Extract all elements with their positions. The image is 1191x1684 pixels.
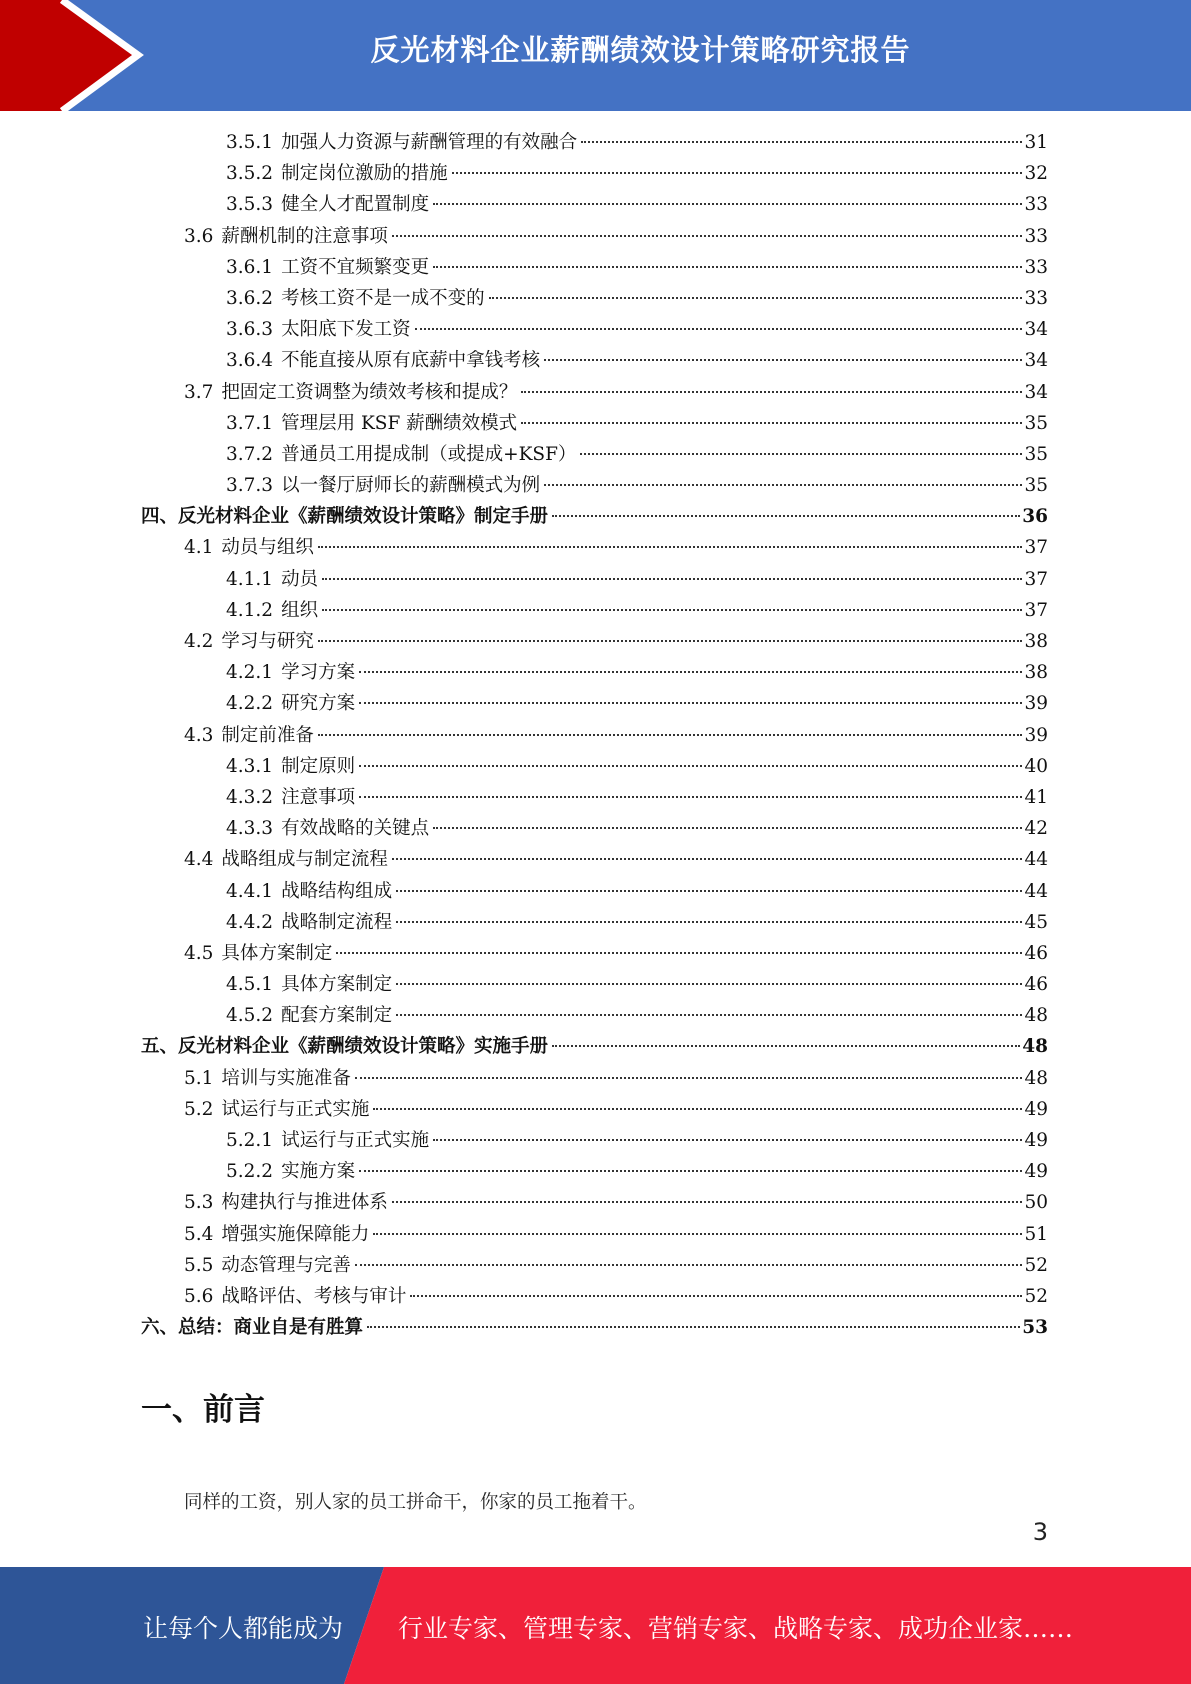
toc-entry-number: 4.2 <box>184 631 214 652</box>
toc-entry-page: 49 <box>1024 1098 1048 1120</box>
toc-entry-page: 39 <box>1024 693 1048 715</box>
toc-dot-leader <box>544 484 1022 486</box>
toc-entry-title: 战略评估、考核与审计 <box>221 1285 407 1307</box>
toc-entry-number: 3.6.4 <box>226 350 274 372</box>
toc-entry-page: 31 <box>1024 132 1048 153</box>
toc-dot-leader <box>396 921 1022 923</box>
toc-entry[interactable] <box>141 440 1048 471</box>
toc-dot-leader <box>359 796 1022 798</box>
toc-entry-title: 试运行与正式实施 <box>281 1130 430 1151</box>
toc-dot-leader <box>359 1170 1022 1172</box>
toc-entry-number: 3.6.3 <box>226 319 274 341</box>
toc-dot-leader <box>318 546 1023 548</box>
toc-entry[interactable] <box>141 159 1048 190</box>
toc-entry-page: 48 <box>1022 1036 1048 1058</box>
toc-entry-title: 战略制定流程 <box>281 911 393 933</box>
page-header <box>0 0 1191 111</box>
toc-entry-page: 50 <box>1024 1192 1048 1214</box>
toc-entry-number: 4.4.1 <box>226 880 274 902</box>
header-arrow-decoration <box>0 0 160 111</box>
toc-entry[interactable] <box>141 253 1048 284</box>
page-footer <box>0 1567 1191 1684</box>
toc-entry[interactable] <box>141 939 1048 970</box>
body-paragraph: 同样的工资，别人家的员工拼命干，你家的员工拖着干。 <box>184 1492 647 1513</box>
toc-dot-leader <box>521 422 1022 424</box>
toc-entry-number: 4.3.1 <box>226 755 274 777</box>
toc-entry[interactable] <box>141 346 1048 377</box>
toc-entry-number: 5.2.2 <box>226 1161 274 1183</box>
toc-entry-title: 动态管理与完善 <box>221 1254 351 1276</box>
toc-entry-number: 5.3 <box>184 1192 214 1214</box>
toc-entry[interactable] <box>141 1282 1048 1313</box>
toc-entry[interactable] <box>141 1095 1048 1126</box>
toc-entry-page: 41 <box>1024 786 1048 808</box>
toc-entry-number: 5.2 <box>184 1098 214 1120</box>
toc-entry-number: 4.3.2 <box>226 786 274 808</box>
toc-entry-page: 33 <box>1024 194 1048 216</box>
toc-entry-title: 注意事项 <box>281 786 356 808</box>
toc-entry-title: 构建执行与推进体系 <box>221 1192 388 1214</box>
toc-entry-page: 35 <box>1024 443 1048 465</box>
toc-entry-title: 动员与组织 <box>221 537 314 559</box>
toc-dot-leader <box>373 1108 1022 1110</box>
section-heading: 一、前言 <box>141 1392 265 1428</box>
toc-entry-title: 健全人才配置制度 <box>281 194 430 216</box>
toc-entry-title: 把固定工资调整为绩效考核和提成？ <box>221 381 518 403</box>
toc-entry-number: 3.5.3 <box>226 194 274 216</box>
toc-dot-leader <box>392 1201 1023 1203</box>
toc-entry-number: 5.6 <box>184 1285 214 1307</box>
toc-entry-page: 46 <box>1024 942 1048 964</box>
toc-entry-number: 4.1 <box>184 537 214 559</box>
toc-entry-title: 具体方案制定 <box>281 974 393 996</box>
toc-entry-number: 3.7 <box>184 381 214 403</box>
toc-dot-leader <box>410 1295 1022 1297</box>
toc-entry-page: 48 <box>1024 1005 1048 1027</box>
toc-entry-number: 5.5 <box>184 1254 214 1276</box>
toc-entry-page: 35 <box>1024 412 1048 434</box>
toc-entry-title: 薪酬机制的注意事项 <box>221 225 388 247</box>
footer-slogan-left: 让每个人都能成为 <box>143 1614 344 1643</box>
toc-entry-page: 44 <box>1024 880 1048 902</box>
toc-entry[interactable] <box>141 1064 1048 1095</box>
toc-entry[interactable] <box>141 1032 1048 1063</box>
toc-entry-title: 增强实施保障能力 <box>221 1223 370 1245</box>
table-of-contents <box>141 128 1048 1344</box>
toc-dot-leader <box>355 1264 1023 1266</box>
toc-entry[interactable] <box>141 1157 1048 1188</box>
toc-entry-number: 3.7.2 <box>226 443 274 465</box>
toc-entry[interactable] <box>141 1126 1048 1157</box>
toc-entry-page: 45 <box>1024 911 1048 933</box>
toc-entry-page: 38 <box>1024 631 1048 652</box>
toc-entry-title: 太阳底下发工资 <box>281 319 411 341</box>
toc-dot-leader <box>359 765 1022 767</box>
toc-entry-title: 制定前准备 <box>221 724 314 746</box>
toc-entry-number: 3.7.3 <box>226 475 274 497</box>
toc-entry-page: 37 <box>1024 537 1048 559</box>
toc-dot-leader <box>452 172 1023 174</box>
toc-entry-title: 五、反光材料企业《薪酬绩效设计策略》实施手册 <box>141 1036 549 1058</box>
toc-entry-title: 具体方案制定 <box>221 942 333 964</box>
toc-dot-leader <box>359 671 1022 673</box>
toc-entry-title: 管理层用 KSF 薪酬绩效模式 <box>281 412 518 434</box>
toc-entry[interactable] <box>141 752 1048 783</box>
toc-entry[interactable] <box>141 908 1048 939</box>
toc-entry[interactable] <box>141 1001 1048 1032</box>
toc-entry-number: 4.5.1 <box>226 974 274 996</box>
toc-entry-number: 4.4 <box>184 849 214 871</box>
toc-dot-leader <box>367 1326 1020 1328</box>
toc-dot-leader <box>392 858 1023 860</box>
toc-dot-leader <box>355 1077 1023 1079</box>
toc-entry-page: 37 <box>1024 599 1048 621</box>
toc-entry-title: 实施方案 <box>281 1161 356 1183</box>
toc-entry-page: 37 <box>1024 568 1048 590</box>
toc-entry[interactable] <box>141 502 1048 533</box>
toc-entry-number: 3.5.1 <box>226 132 274 153</box>
toc-dot-leader <box>552 1045 1020 1047</box>
toc-entry-page: 34 <box>1024 350 1048 372</box>
toc-entry-title: 战略组成与制定流程 <box>221 849 388 871</box>
toc-dot-leader <box>318 734 1023 736</box>
toc-entry-title: 动员 <box>281 568 319 590</box>
toc-entry[interactable] <box>141 689 1048 720</box>
toc-entry-page: 36 <box>1022 506 1048 528</box>
toc-entry-number: 3.6.1 <box>226 256 274 278</box>
toc-entry[interactable] <box>141 721 1048 752</box>
toc-entry[interactable] <box>141 565 1048 596</box>
toc-entry[interactable] <box>141 1188 1048 1219</box>
toc-entry-page: 48 <box>1024 1067 1048 1089</box>
toc-entry-page: 40 <box>1024 755 1048 777</box>
toc-entry-page: 33 <box>1024 256 1048 278</box>
toc-entry-title: 培训与实施准备 <box>221 1067 351 1089</box>
toc-entry-title: 制定原则 <box>281 755 356 777</box>
toc-dot-leader <box>396 983 1022 985</box>
toc-entry[interactable] <box>141 533 1048 564</box>
toc-dot-leader <box>396 1014 1022 1016</box>
toc-entry-number: 4.2.1 <box>226 662 274 684</box>
toc-dot-leader <box>544 359 1022 361</box>
toc-entry-number: 3.7.1 <box>226 412 274 434</box>
toc-entry-page: 34 <box>1024 381 1048 403</box>
toc-entry-title: 不能直接从原有底薪中拿钱考核 <box>281 350 541 372</box>
toc-entry-title: 配套方案制定 <box>281 1005 393 1027</box>
toc-entry-number: 3.6.2 <box>226 287 274 309</box>
toc-entry-number: 4.5 <box>184 942 214 964</box>
toc-entry-title: 加强人力资源与薪酬管理的有效融合 <box>281 132 578 153</box>
toc-entry-number: 5.1 <box>184 1067 214 1089</box>
toc-entry[interactable] <box>141 1251 1048 1282</box>
toc-entry[interactable] <box>141 814 1048 845</box>
toc-entry[interactable] <box>141 378 1048 409</box>
toc-entry-number: 3.6 <box>184 225 214 247</box>
toc-entry-number: 5.2.1 <box>226 1130 274 1151</box>
toc-entry[interactable] <box>141 315 1048 346</box>
toc-entry[interactable] <box>141 970 1048 1001</box>
toc-entry-page: 44 <box>1024 849 1048 871</box>
toc-entry-title: 战略结构组成 <box>281 880 393 902</box>
toc-dot-leader <box>359 702 1022 704</box>
toc-entry-title: 有效战略的关键点 <box>281 818 430 840</box>
header-title: 反光材料企业薪酬绩效设计策略研究报告 <box>370 33 911 67</box>
toc-dot-leader <box>392 235 1023 237</box>
toc-dot-leader <box>318 640 1023 642</box>
toc-dot-leader <box>433 1139 1022 1141</box>
toc-dot-leader <box>396 890 1022 892</box>
toc-dot-leader <box>415 328 1023 330</box>
toc-dot-leader <box>489 297 1023 299</box>
toc-dot-leader <box>322 578 1022 580</box>
toc-dot-leader <box>552 515 1020 517</box>
toc-dot-leader <box>373 1233 1022 1235</box>
toc-entry-title: 学习方案 <box>281 662 356 684</box>
toc-entry-title: 普通员工用提成制（或提成+KSF） <box>281 443 577 465</box>
toc-entry-title: 六、总结：商业自是有胜算 <box>141 1317 364 1339</box>
toc-entry-number: 4.2.2 <box>226 693 274 715</box>
page-number: 3 <box>1032 1518 1048 1546</box>
toc-entry-title: 工资不宜频繁变更 <box>281 256 430 278</box>
toc-entry-number: 4.4.2 <box>226 911 274 933</box>
toc-entry[interactable] <box>141 222 1048 253</box>
toc-entry-number: 4.5.2 <box>226 1005 274 1027</box>
toc-entry-page: 52 <box>1024 1285 1048 1307</box>
toc-dot-leader <box>581 141 1022 143</box>
toc-entry[interactable] <box>141 596 1048 627</box>
toc-entry-page: 46 <box>1024 974 1048 996</box>
toc-entry[interactable] <box>141 845 1048 876</box>
toc-entry-page: 34 <box>1024 319 1048 341</box>
toc-entry-number: 4.3.3 <box>226 818 274 840</box>
toc-entry[interactable] <box>141 190 1048 221</box>
toc-dot-leader <box>580 453 1022 455</box>
toc-entry-page: 33 <box>1024 287 1048 309</box>
toc-entry-title: 考核工资不是一成不变的 <box>281 287 485 309</box>
footer-slogan-right: 行业专家、管理专家、营销专家、战略专家、成功企业家…… <box>398 1614 1074 1643</box>
toc-dot-leader <box>433 266 1022 268</box>
toc-dot-leader <box>521 391 1022 393</box>
toc-entry-page: 38 <box>1024 662 1048 684</box>
toc-entry[interactable] <box>141 658 1048 689</box>
toc-entry-title: 以一餐厅厨师长的薪酬模式为例 <box>281 475 541 497</box>
toc-entry[interactable] <box>141 128 1048 159</box>
toc-entry[interactable] <box>141 471 1048 502</box>
toc-entry-page: 49 <box>1024 1161 1048 1183</box>
toc-entry-number: 4.3 <box>184 724 214 746</box>
toc-entry[interactable] <box>141 1313 1048 1344</box>
toc-entry-title: 研究方案 <box>281 693 356 715</box>
toc-entry-page: 53 <box>1022 1317 1048 1339</box>
toc-entry[interactable] <box>141 409 1048 440</box>
toc-entry-page: 39 <box>1024 724 1048 746</box>
toc-entry-title: 试运行与正式实施 <box>221 1098 370 1120</box>
toc-entry-page: 52 <box>1024 1254 1048 1276</box>
toc-entry[interactable] <box>141 1220 1048 1251</box>
toc-dot-leader <box>433 827 1022 829</box>
toc-entry[interactable] <box>141 284 1048 315</box>
toc-dot-leader <box>336 952 1022 954</box>
toc-dot-leader <box>322 609 1022 611</box>
toc-entry-page: 33 <box>1024 225 1048 247</box>
toc-dot-leader <box>433 203 1022 205</box>
toc-entry-title: 组织 <box>281 599 319 621</box>
toc-entry-number: 5.4 <box>184 1223 214 1245</box>
toc-entry-number: 4.1.2 <box>226 599 274 621</box>
toc-entry-title: 学习与研究 <box>221 631 314 652</box>
toc-entry-page: 32 <box>1024 163 1048 185</box>
toc-entry-title: 四、反光材料企业《薪酬绩效设计策略》制定手册 <box>141 506 549 528</box>
toc-entry-page: 42 <box>1024 818 1048 840</box>
toc-entry-page: 35 <box>1024 475 1048 497</box>
toc-entry[interactable] <box>141 877 1048 908</box>
toc-entry-title: 制定岗位激励的措施 <box>281 163 448 185</box>
toc-entry-number: 4.1.1 <box>226 568 274 590</box>
toc-entry[interactable] <box>141 783 1048 814</box>
toc-entry[interactable] <box>141 627 1048 658</box>
toc-entry-page: 49 <box>1024 1130 1048 1151</box>
toc-entry-number: 3.5.2 <box>226 163 274 185</box>
toc-entry-page: 51 <box>1024 1223 1048 1245</box>
